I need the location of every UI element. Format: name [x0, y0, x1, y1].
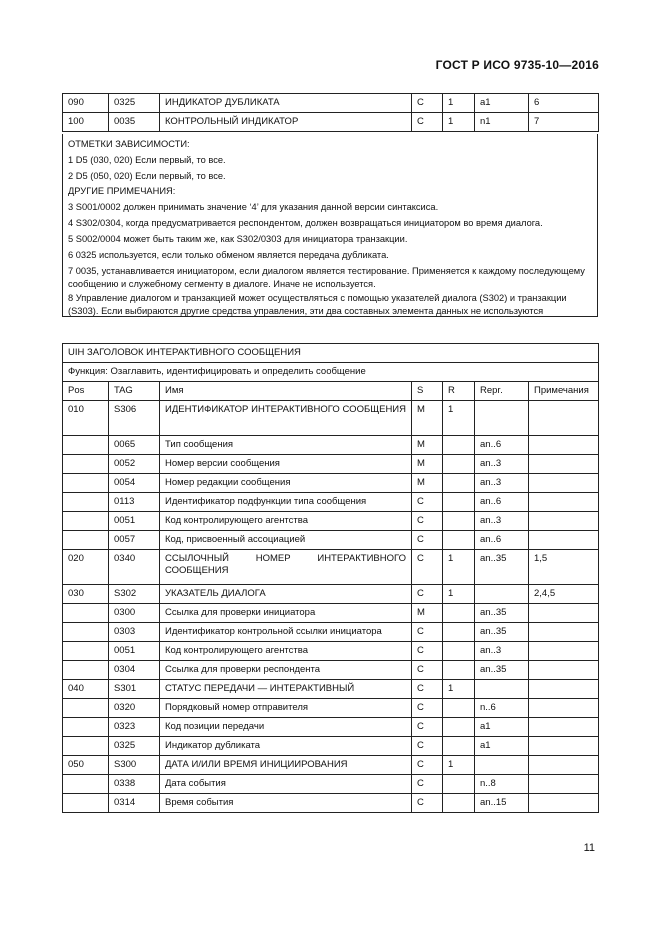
- cell-name: УКАЗАТЕЛЬ ДИАЛОГА: [160, 585, 412, 604]
- table-row: [63, 436, 599, 455]
- cell-r: [443, 493, 475, 512]
- cell-pos: [63, 718, 109, 737]
- cell-r: [443, 623, 475, 642]
- cell-repr: an..3: [475, 642, 529, 661]
- notes-block: [62, 134, 598, 317]
- cell-notes: [529, 512, 599, 531]
- cell-name: КОНТРОЛЬНЫЙ ИНДИКАТОР: [160, 113, 412, 132]
- cell-s: M: [412, 474, 443, 493]
- table-row: [63, 737, 599, 756]
- table-row: [63, 794, 599, 813]
- cell-pos: [63, 474, 109, 493]
- cell-s: C: [412, 550, 443, 585]
- cell-name: СТАТУС ПЕРЕДАЧИ — ИНТЕРАКТИВНЫЙ: [160, 680, 412, 699]
- cell-repr: an..3: [475, 474, 529, 493]
- cell-r: [443, 775, 475, 794]
- cell-repr: n1: [475, 113, 529, 132]
- table-row: [63, 550, 599, 585]
- cell-name: Код контролирующего агентства: [160, 642, 412, 661]
- other-note: 7 0035, устанавливается инициатором, если диалогом является тестирование. Применяется к каждому последующему сообщению и служебному сегменту в диалоге. Иначе не используется.: [68, 266, 585, 289]
- cell-r: [443, 642, 475, 661]
- cell-pos: [63, 699, 109, 718]
- cell-tag: 0035: [109, 113, 160, 132]
- cell-s: C: [412, 756, 443, 775]
- cell-pos: [63, 436, 109, 455]
- table-row: [63, 680, 599, 699]
- cell-r: [443, 531, 475, 550]
- cell-pos: 100: [63, 113, 109, 132]
- cell-tag: 0314: [109, 794, 160, 813]
- cell-s: C: [412, 94, 443, 113]
- cell-notes: 6: [529, 94, 599, 113]
- cell-notes: [529, 756, 599, 775]
- cell-tag: 0304: [109, 661, 160, 680]
- cell-tag: S302: [109, 585, 160, 604]
- cell-r: [443, 699, 475, 718]
- cell-r: [443, 737, 475, 756]
- table-row: [63, 512, 599, 531]
- cell-notes: [529, 455, 599, 474]
- cell-r: 1: [443, 113, 475, 132]
- cell-pos: 090: [63, 94, 109, 113]
- cell-repr: an..3: [475, 455, 529, 474]
- table-row: [63, 718, 599, 737]
- uih-segment-table: [62, 343, 599, 813]
- cell-tag: 0051: [109, 512, 160, 531]
- cell-pos: 040: [63, 680, 109, 699]
- cell-pos: [63, 512, 109, 531]
- cell-pos: [63, 737, 109, 756]
- cell-repr: [475, 585, 529, 604]
- cell-notes: [529, 531, 599, 550]
- cell-name: ССЫЛОЧНЫЙ НОМЕР ИНТЕРАКТИВНОГО СООБЩЕНИЯ: [160, 550, 412, 585]
- cell-r: [443, 661, 475, 680]
- cell-s: C: [412, 794, 443, 813]
- cell-name: ДАТА И/ИЛИ ВРЕМЯ ИНИЦИИРОВАНИЯ: [160, 756, 412, 775]
- table-row: [63, 94, 599, 113]
- cell-name: Идентификатор подфункции типа сообщения: [160, 493, 412, 512]
- header-pos: Pos: [63, 382, 109, 401]
- cell-notes: 7: [529, 113, 599, 132]
- table-row: [63, 474, 599, 493]
- cell-r: 1: [443, 401, 475, 436]
- table-row: [63, 493, 599, 512]
- cell-pos: [63, 455, 109, 474]
- cell-repr: a1: [475, 718, 529, 737]
- cell-pos: [63, 642, 109, 661]
- header-tag: TAG: [109, 382, 160, 401]
- table-row: [63, 775, 599, 794]
- cell-s: C: [412, 512, 443, 531]
- other-note: 3 S001/0002 должен принимать значение ‘4’ для указания данной версии синтаксиса.: [68, 202, 439, 213]
- cell-pos: [63, 661, 109, 680]
- cell-repr: an..35: [475, 661, 529, 680]
- cell-s: C: [412, 642, 443, 661]
- cell-r: [443, 794, 475, 813]
- cell-repr: [475, 680, 529, 699]
- elements-table-continued: [62, 93, 599, 132]
- cell-s: M: [412, 455, 443, 474]
- cell-s: C: [412, 623, 443, 642]
- cell-r: [443, 604, 475, 623]
- other-note: 6 0325 используется, если только обменом является передача дубликата.: [68, 249, 389, 260]
- cell-repr: a1: [475, 737, 529, 756]
- cell-pos: 030: [63, 585, 109, 604]
- cell-pos: 050: [63, 756, 109, 775]
- cell-repr: an..6: [475, 493, 529, 512]
- cell-notes: [529, 737, 599, 756]
- cell-tag: 0303: [109, 623, 160, 642]
- cell-s: C: [412, 775, 443, 794]
- cell-repr: n..8: [475, 775, 529, 794]
- other-note: 5 S002/0004 может быть таким же, как S302/0303 для инициатора транзакции.: [68, 233, 408, 244]
- cell-repr: [475, 401, 529, 436]
- cell-name: Ссылка для проверки респондента: [160, 661, 412, 680]
- cell-s: C: [412, 737, 443, 756]
- header-s: S: [412, 382, 443, 401]
- cell-name: Номер версии сообщения: [160, 455, 412, 474]
- cell-tag: 0065: [109, 436, 160, 455]
- table-row: [63, 661, 599, 680]
- page-number: 11: [583, 842, 595, 854]
- table-row: [63, 699, 599, 718]
- cell-notes: [529, 718, 599, 737]
- cell-r: 1: [443, 585, 475, 604]
- cell-name: ИНДИКАТОР ДУБЛИКАТА: [160, 94, 412, 113]
- cell-notes: [529, 493, 599, 512]
- cell-notes: 2,4,5: [529, 585, 599, 604]
- cell-tag: S300: [109, 756, 160, 775]
- cell-s: M: [412, 436, 443, 455]
- other-note: 8 Управление диалогом и транзакцией может осуществляться с помощью указателей диалога (S302) и транзакции (S303). Если выбираются другие средства управления, эти два составных элемента данных не используются: [68, 293, 567, 316]
- cell-r: 1: [443, 94, 475, 113]
- cell-repr: an..6: [475, 436, 529, 455]
- cell-s: M: [412, 604, 443, 623]
- other-note: 4 S302/0304, когда предусматривается респондентом, должен возвращаться инициатором во время диалога.: [68, 217, 543, 228]
- header-name: Имя: [160, 382, 412, 401]
- cell-notes: [529, 474, 599, 493]
- table-header-row: [63, 382, 599, 401]
- cell-repr: an..35: [475, 604, 529, 623]
- table-row: [63, 401, 599, 436]
- header-r: R: [443, 382, 475, 401]
- cell-tag: 0057: [109, 531, 160, 550]
- cell-tag: 0340: [109, 550, 160, 585]
- cell-s: C: [412, 531, 443, 550]
- cell-repr: an..6: [475, 531, 529, 550]
- cell-tag: S301: [109, 680, 160, 699]
- header-notes: Примечания: [529, 382, 599, 401]
- cell-tag: S306: [109, 401, 160, 436]
- cell-s: C: [412, 661, 443, 680]
- dependency-note: 2 D5 (050, 020) Если первый, то все.: [68, 170, 226, 181]
- cell-tag: 0052: [109, 455, 160, 474]
- cell-tag: 0113: [109, 493, 160, 512]
- cell-notes: [529, 661, 599, 680]
- dependency-title: ОТМЕТКИ ЗАВИСИМОСТИ:: [68, 139, 190, 149]
- document-code: ГОСТ Р ИСО 9735-10—2016: [435, 58, 599, 72]
- cell-notes: [529, 604, 599, 623]
- cell-tag: 0325: [109, 737, 160, 756]
- table-row: [63, 623, 599, 642]
- cell-s: C: [412, 680, 443, 699]
- cell-pos: [63, 604, 109, 623]
- cell-tag: 0338: [109, 775, 160, 794]
- cell-s: C: [412, 699, 443, 718]
- cell-name: Индикатор дубликата: [160, 737, 412, 756]
- cell-name: Порядковый номер отправителя: [160, 699, 412, 718]
- cell-name: Код контролирующего агентства: [160, 512, 412, 531]
- cell-tag: 0051: [109, 642, 160, 661]
- cell-notes: [529, 401, 599, 436]
- cell-pos: 020: [63, 550, 109, 585]
- cell-name: Номер редакции сообщения: [160, 474, 412, 493]
- cell-notes: 1,5: [529, 550, 599, 585]
- cell-name: Дата события: [160, 775, 412, 794]
- cell-notes: [529, 794, 599, 813]
- cell-pos: [63, 531, 109, 550]
- cell-tag: 0323: [109, 718, 160, 737]
- cell-repr: n..6: [475, 699, 529, 718]
- cell-s: M: [412, 401, 443, 436]
- cell-r: [443, 455, 475, 474]
- cell-name: Идентификатор контрольной ссылки инициатора: [160, 623, 412, 642]
- cell-notes: [529, 642, 599, 661]
- cell-tag: 0325: [109, 94, 160, 113]
- cell-repr: an..35: [475, 550, 529, 585]
- cell-tag: 0320: [109, 699, 160, 718]
- cell-r: [443, 512, 475, 531]
- cell-r: [443, 436, 475, 455]
- cell-repr: [475, 756, 529, 775]
- cell-repr: an..35: [475, 623, 529, 642]
- cell-pos: [63, 794, 109, 813]
- cell-repr: a1: [475, 94, 529, 113]
- cell-r: 1: [443, 756, 475, 775]
- cell-notes: [529, 775, 599, 794]
- cell-name: Ссылка для проверки инициатора: [160, 604, 412, 623]
- cell-s: C: [412, 113, 443, 132]
- header-repr: Repr.: [475, 382, 529, 401]
- cell-tag: 0300: [109, 604, 160, 623]
- segment-title: UIH ЗАГОЛОВОК ИНТЕРАКТИВНОГО СООБЩЕНИЯ: [63, 344, 599, 363]
- table-row: [63, 455, 599, 474]
- cell-r: 1: [443, 550, 475, 585]
- cell-notes: [529, 699, 599, 718]
- cell-notes: [529, 680, 599, 699]
- cell-name: Время события: [160, 794, 412, 813]
- cell-repr: an..3: [475, 512, 529, 531]
- cell-r: [443, 474, 475, 493]
- cell-s: C: [412, 493, 443, 512]
- table-row: [63, 756, 599, 775]
- cell-name: Тип сообщения: [160, 436, 412, 455]
- table-row: [63, 531, 599, 550]
- dependency-note: 1 D5 (030, 020) Если первый, то все.: [68, 154, 226, 165]
- table-row: [63, 604, 599, 623]
- cell-notes: [529, 623, 599, 642]
- table-row: [63, 642, 599, 661]
- cell-name: Код позиции передачи: [160, 718, 412, 737]
- cell-pos: 010: [63, 401, 109, 436]
- cell-s: C: [412, 718, 443, 737]
- cell-r: 1: [443, 680, 475, 699]
- table-row: [63, 585, 599, 604]
- cell-name: ИДЕНТИФИКАТОР ИНТЕРАКТИВНОГО СООБЩЕНИЯ: [160, 401, 412, 436]
- table-row: [63, 113, 599, 132]
- cell-s: C: [412, 585, 443, 604]
- segment-function: Функция: Озаглавить, идентифицировать и определить сообщение: [63, 363, 599, 382]
- cell-repr: an..15: [475, 794, 529, 813]
- cell-pos: [63, 623, 109, 642]
- cell-pos: [63, 775, 109, 794]
- cell-pos: [63, 493, 109, 512]
- cell-notes: [529, 436, 599, 455]
- other-notes-title: ДРУГИЕ ПРИМЕЧАНИЯ:: [68, 186, 176, 197]
- cell-r: [443, 718, 475, 737]
- cell-name: Код, присвоенный ассоциацией: [160, 531, 412, 550]
- cell-tag: 0054: [109, 474, 160, 493]
